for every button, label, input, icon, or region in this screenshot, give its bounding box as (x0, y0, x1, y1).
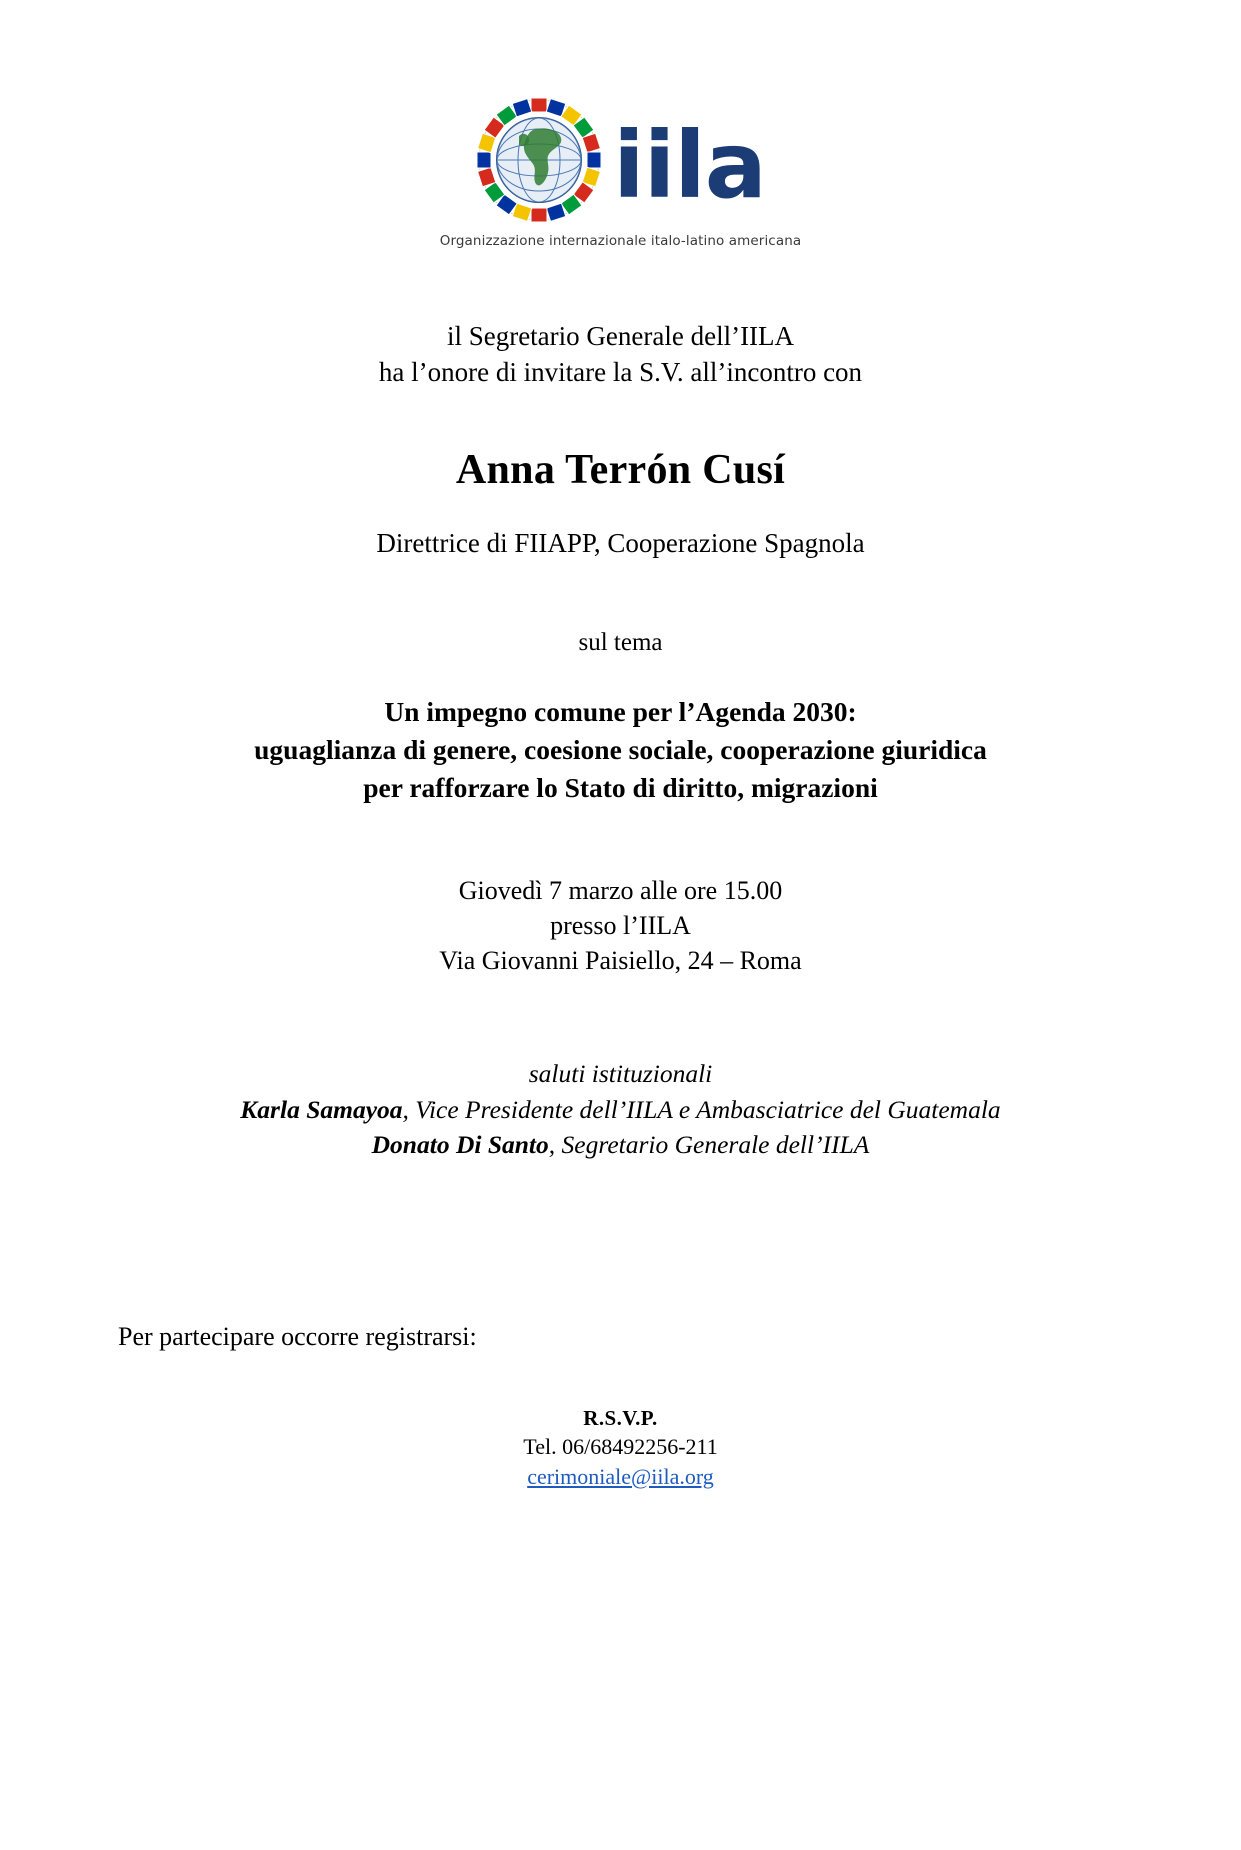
event-venue: presso l’IILA (550, 911, 691, 941)
event-date-time: Giovedì 7 marzo alle ore 15.00 (458, 876, 783, 906)
iila-tagline: Organizzazione internazionale italo-latino americana (439, 233, 802, 249)
iila-globe-flags-emblem-icon (475, 96, 603, 224)
greetings-label: saluti istituzionali (528, 1059, 713, 1089)
rsvp-title: R.S.V.P. (583, 1405, 658, 1430)
topic-title-line-1: Un impegno comune per l’Agenda 2030: (384, 696, 857, 728)
registration-note: Per partecipare occorre registrarsi: (118, 1321, 477, 1351)
rsvp-email-link[interactable]: cerimoniale@iila.org (527, 1463, 714, 1489)
greetings-person-1-name: Karla Samayoa (240, 1094, 403, 1124)
invitation-page (0, 96, 1241, 1850)
logo-block (0, 96, 1241, 249)
greetings-person-2-role: , Segretario Generale dell’IILA (548, 1129, 870, 1159)
rsvp-block (0, 1404, 1241, 1491)
greetings-person-1 (0, 1092, 1241, 1127)
topic-intro: sul tema (578, 629, 663, 657)
greetings-person-2 (0, 1127, 1241, 1162)
topic-title-line-2: uguaglianza di genere, coesione sociale, cooperazione giuridica (254, 734, 987, 766)
greetings-person-1-role: , Vice Presidente dell’IILA e Ambasciatrice del Guatemala (402, 1094, 1001, 1124)
topic-title-line-3: per rafforzare lo Stato di diritto, migrazioni (363, 772, 878, 804)
invitation-line-2: ha l’onore di invitare la S.V. all’incontro con (378, 356, 863, 387)
guest-name: Anna Terrón Cusí (455, 447, 786, 494)
topic-title (0, 693, 1241, 807)
logo-row (475, 96, 766, 224)
guest-role: Direttrice di FIIAPP, Cooperazione Spagnola (376, 528, 865, 559)
greetings-person-2-name: Donato Di Santo (371, 1129, 549, 1159)
rsvp-phone: Tel. 06/68492256-211 (523, 1434, 718, 1460)
event-address: Via Giovanni Paisiello, 24 – Roma (439, 946, 802, 976)
invitation-intro (0, 319, 1241, 390)
institutional-greetings (0, 1056, 1241, 1162)
iila-wordmark: iila (613, 112, 766, 219)
event-details (0, 873, 1241, 978)
invitation-line-1: il Segretario Generale dell’IILA (446, 321, 795, 351)
